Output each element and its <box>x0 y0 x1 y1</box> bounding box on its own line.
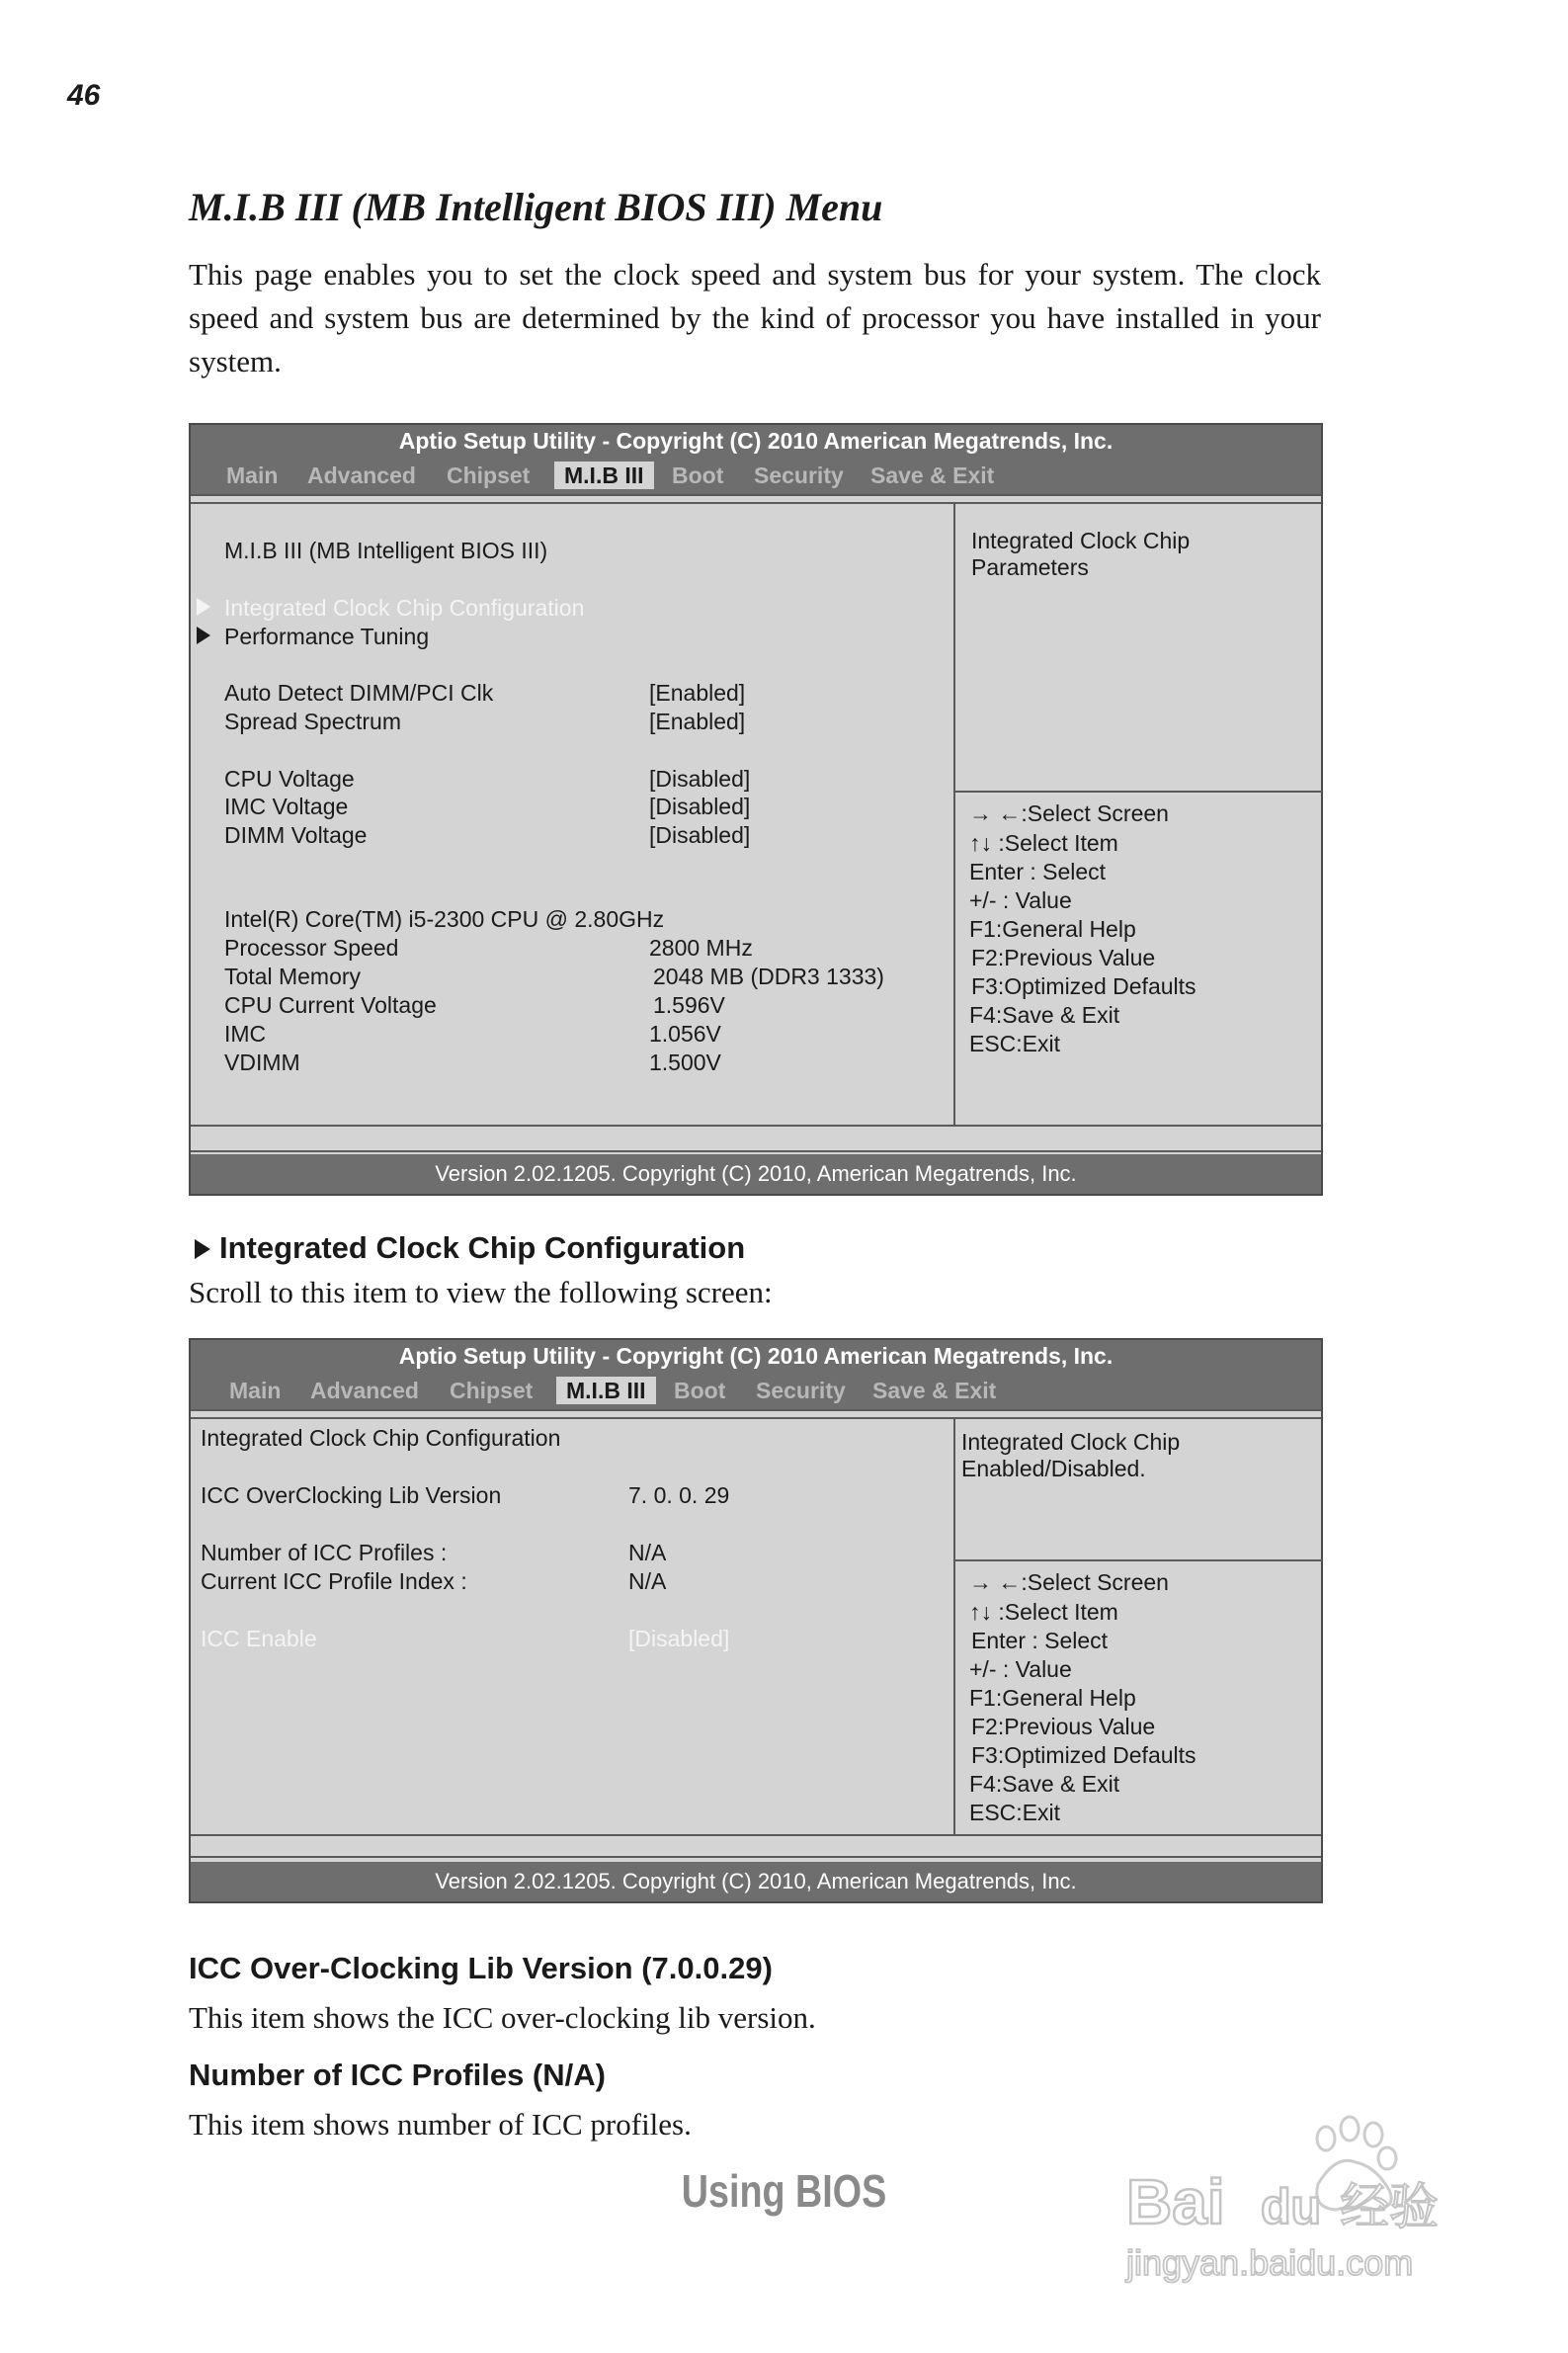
icc-enable-value[interactable]: [Disabled] <box>628 1626 730 1651</box>
key-hint: Enter : Select <box>969 859 1107 884</box>
panel-divider <box>953 502 955 1127</box>
icc-config-intro: Scroll to this item to view the following screen: <box>189 1275 773 1309</box>
setting-value[interactable]: [Enabled] <box>649 709 746 734</box>
divider <box>191 1409 1321 1411</box>
key-hint: F2:Previous Value <box>971 1714 1156 1739</box>
key-hint: ↑↓ :Select Item <box>969 830 1118 856</box>
icc-config-heading: Integrated Clock Chip Configuration <box>219 1230 746 1265</box>
help-divider <box>953 1559 1323 1561</box>
divider <box>191 1856 1321 1858</box>
help-text: Integrated Clock Chip <box>961 1429 1181 1455</box>
bios-title: Aptio Setup Utility - Copyright (C) 2010 American Megatrends, Inc. <box>191 1340 1321 1372</box>
info-value: 1.596V <box>653 992 725 1018</box>
icc-enable-label[interactable]: ICC Enable <box>201 1626 317 1651</box>
help-text: Parameters <box>971 554 1089 580</box>
key-hint: F3:Optimized Defaults <box>971 1742 1197 1768</box>
key-hint: ESC:Exit <box>969 1800 1061 1825</box>
tab-mib-iii[interactable]: M.I.B III <box>556 1377 656 1404</box>
setting-label: CPU Voltage <box>224 766 355 792</box>
intro-paragraph: This page enables you to set the clock speed and system bus for your system. The clock speed and system bus are determined by the kind of processor you have installed in your system. <box>189 257 1321 378</box>
tab-boot[interactable]: Boot <box>672 462 724 488</box>
bios-title: Aptio Setup Utility - Copyright (C) 2010 American Megatrends, Inc. <box>191 425 1321 457</box>
divider <box>191 1417 1321 1419</box>
tab-main[interactable]: Main <box>229 1378 282 1403</box>
info-label: IMC <box>224 1021 267 1047</box>
row-label: Number of ICC Profiles : <box>201 1540 448 1565</box>
info-label: VDIMM <box>224 1050 300 1075</box>
help-divider <box>953 791 1323 793</box>
bios-tab-bar <box>191 457 1321 494</box>
setting-label: Spread Spectrum <box>224 709 401 734</box>
info-value: 2800 MHz <box>649 935 753 961</box>
tab-security[interactable]: Security <box>754 462 844 488</box>
bios-footer: Version 2.02.1205. Copyright (C) 2010, American Megatrends, Inc. <box>191 1862 1321 1901</box>
divider <box>191 1125 1321 1127</box>
info-value: 1.500V <box>649 1050 721 1075</box>
key-hint: ↑↓ :Select Item <box>969 1599 1118 1625</box>
row-value: N/A <box>628 1568 667 1594</box>
key-hint: +/- : Value <box>969 887 1072 913</box>
bullet-arrow-icon <box>195 1239 210 1259</box>
row-label: ICC OverClocking Lib Version <box>201 1482 502 1508</box>
tab-advanced[interactable]: Advanced <box>310 1378 419 1403</box>
page-number: 46 <box>67 79 101 112</box>
bios-tab-bar <box>191 1372 1321 1409</box>
menu-heading: M.I.B III (MB Intelligent BIOS III) <box>224 538 548 563</box>
setting-value[interactable]: [Disabled] <box>649 794 751 819</box>
divider <box>191 502 1321 504</box>
key-hint: F3:Optimized Defaults <box>971 973 1197 999</box>
info-value: 1.056V <box>649 1021 721 1047</box>
row-value: N/A <box>628 1540 667 1565</box>
tab-security[interactable]: Security <box>756 1378 846 1403</box>
divider <box>191 1150 1321 1152</box>
bios-screen-icc <box>189 1338 1323 1903</box>
tab-advanced[interactable]: Advanced <box>307 462 416 488</box>
row-label: Current ICC Profile Index : <box>201 1568 467 1594</box>
svg-text:经验: 经验 <box>1340 2178 1439 2235</box>
baidu-watermark <box>1107 2105 1482 2293</box>
submenu-arrow-icon <box>197 627 210 644</box>
tab-chipset[interactable]: Chipset <box>447 462 531 488</box>
key-hint: F2:Previous Value <box>971 945 1156 970</box>
info-label: CPU Current Voltage <box>224 992 437 1018</box>
key-hint: F1:General Help <box>969 916 1136 942</box>
key-hint: Enter : Select <box>971 1628 1109 1653</box>
key-hint: +/- : Value <box>969 1656 1072 1682</box>
setting-label: IMC Voltage <box>224 794 349 819</box>
divider <box>191 1834 1321 1836</box>
item-text: This item shows number of ICC profiles. <box>189 2107 692 2142</box>
setting-value[interactable]: [Disabled] <box>649 766 751 792</box>
svg-text:du: du <box>1261 2179 1322 2234</box>
setting-value[interactable]: [Disabled] <box>649 822 751 848</box>
info-value: 2048 MB (DDR3 1333) <box>653 964 884 989</box>
help-text: Enabled/Disabled. <box>961 1456 1146 1481</box>
bios-screen-mib <box>189 423 1323 1196</box>
key-hint: → ←:Select Screen <box>969 1569 1169 1595</box>
row-value: 7. 0. 0. 29 <box>628 1482 730 1508</box>
tab-main[interactable]: Main <box>226 462 279 488</box>
key-hint: F1:General Help <box>969 1685 1136 1711</box>
cpu-name: Intel(R) Core(TM) i5-2300 CPU @ 2.80GHz <box>224 906 665 932</box>
setting-label: DIMM Voltage <box>224 822 368 848</box>
menu-heading: Integrated Clock Chip Configuration <box>201 1425 561 1451</box>
item-text: This item shows the ICC over-clocking lib version. <box>189 2000 816 2035</box>
tab-mib-iii[interactable]: M.I.B III <box>554 462 654 489</box>
item-heading: Number of ICC Profiles (N/A) <box>189 2058 606 2092</box>
svg-text:Bai: Bai <box>1126 2166 1225 2237</box>
info-label: Processor Speed <box>224 935 399 961</box>
setting-value[interactable]: [Enabled] <box>649 680 746 706</box>
tab-save-exit[interactable]: Save & Exit <box>872 1378 997 1403</box>
key-hint: F4:Save & Exit <box>969 1771 1120 1797</box>
info-label: Total Memory <box>224 964 362 989</box>
item-heading: ICC Over-Clocking Lib Version (7.0.0.29) <box>189 1951 773 1985</box>
bios-footer: Version 2.02.1205. Copyright (C) 2010, American Megatrends, Inc. <box>191 1154 1321 1194</box>
divider <box>191 494 1321 496</box>
tab-save-exit[interactable]: Save & Exit <box>870 462 995 488</box>
key-hint: → ←:Select Screen <box>969 800 1169 826</box>
tab-chipset[interactable]: Chipset <box>450 1378 534 1403</box>
submenu-arrow-icon <box>197 598 210 616</box>
setting-label: Auto Detect DIMM/PCI Clk <box>224 680 494 706</box>
footer-title: Using BIOS <box>681 2165 887 2217</box>
key-hint: ESC:Exit <box>969 1031 1061 1056</box>
panel-divider <box>953 1417 955 1836</box>
submenu-performance-tuning[interactable]: Performance Tuning <box>224 624 430 649</box>
svg-text:jingyan.baidu.com: jingyan.baidu.com <box>1126 2242 1414 2283</box>
tab-boot[interactable]: Boot <box>674 1378 726 1403</box>
help-text: Integrated Clock Chip <box>971 528 1191 553</box>
section-title: M.I.B III (MB Intelligent BIOS III) Menu <box>189 185 883 229</box>
key-hint: F4:Save & Exit <box>969 1002 1120 1028</box>
submenu-integrated-clock-chip[interactable]: Integrated Clock Chip Configuration <box>224 595 585 621</box>
